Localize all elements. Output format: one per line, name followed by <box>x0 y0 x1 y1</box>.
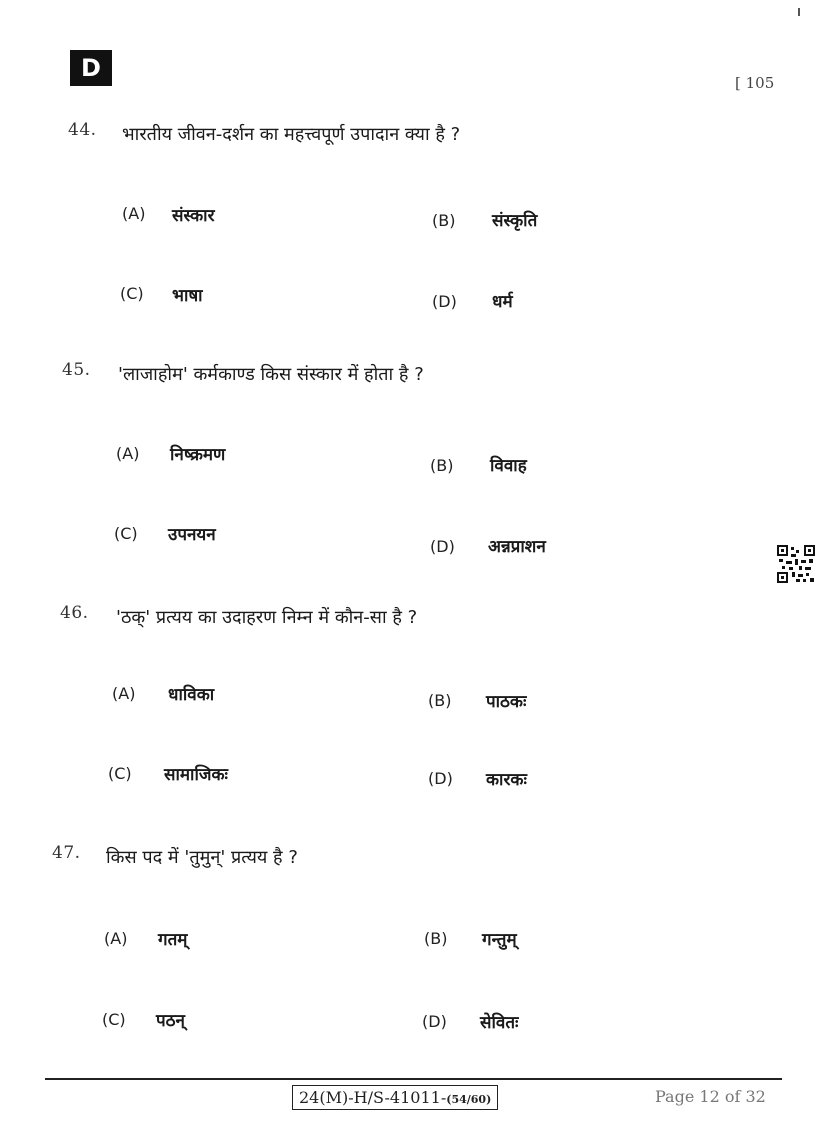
corner-tick-mark <box>798 8 800 16</box>
option-text: सेवितः <box>480 1013 519 1033</box>
page-code: [ 105 <box>735 74 775 92</box>
question-text: किस पद में 'तुमुन्' प्रत्यय है ? <box>106 847 298 868</box>
option-text: धर्म <box>492 292 513 312</box>
question-text: 'ठक्' प्रत्यय का उदाहरण निम्न में कौन-सा है ? <box>116 607 418 628</box>
option-letter: (A) <box>112 684 136 703</box>
page-code-number: 105 <box>745 74 775 92</box>
footer-rule <box>45 1078 782 1080</box>
question-number: 47. <box>52 843 81 863</box>
paper-code-suffix: (54/60) <box>446 1093 492 1106</box>
option-letter: (B) <box>424 929 448 948</box>
option-letter: (A) <box>122 204 146 223</box>
option-text: पाठकः <box>486 692 527 712</box>
option-text: गन्तुम् <box>482 930 517 950</box>
option-text: संस्कृति <box>492 211 538 231</box>
option-text: गतम् <box>158 930 188 950</box>
option-letter: (D) <box>432 292 457 311</box>
option-letter: (B) <box>428 691 452 710</box>
option-letter: (A) <box>104 929 128 948</box>
option-letter: (C) <box>114 524 138 543</box>
option-text: धाविका <box>168 685 215 705</box>
option-text: निष्क्रमण <box>170 445 226 465</box>
paper-code-main: 24(M)-H/S-41011- <box>299 1088 447 1107</box>
option-letter: (C) <box>102 1010 126 1029</box>
qr-code-icon <box>777 545 815 583</box>
option-letter: (A) <box>116 444 140 463</box>
option-letter: (D) <box>422 1012 447 1031</box>
page-number: Page 12 of 32 <box>655 1087 766 1106</box>
option-text: भाषा <box>172 286 203 306</box>
question-text: 'लाजाहोम' कर्मकाण्ड किस संस्कार में होता है ? <box>118 364 424 385</box>
question-number: 45. <box>62 360 91 380</box>
option-letter: (B) <box>430 456 454 475</box>
question-number: 44. <box>68 120 97 140</box>
question-text: भारतीय जीवन-दर्शन का महत्त्वपूर्ण उपादान क्या है ? <box>122 124 461 145</box>
series-badge: D <box>70 50 112 86</box>
paper-code <box>292 1085 498 1110</box>
option-text: कारकः <box>486 770 527 790</box>
option-text: उपनयन <box>168 525 216 545</box>
option-text: विवाह <box>490 456 527 476</box>
option-letter: (D) <box>428 769 453 788</box>
option-text: सामाजिकः <box>164 765 228 785</box>
option-letter: (C) <box>108 764 132 783</box>
option-text: पठन् <box>156 1011 185 1031</box>
option-letter: (D) <box>430 537 455 556</box>
option-text: संस्कार <box>172 206 215 226</box>
option-text: अन्नप्राशन <box>488 537 546 557</box>
option-letter: (B) <box>432 211 456 230</box>
question-number: 46. <box>60 603 89 623</box>
option-letter: (C) <box>120 284 144 303</box>
